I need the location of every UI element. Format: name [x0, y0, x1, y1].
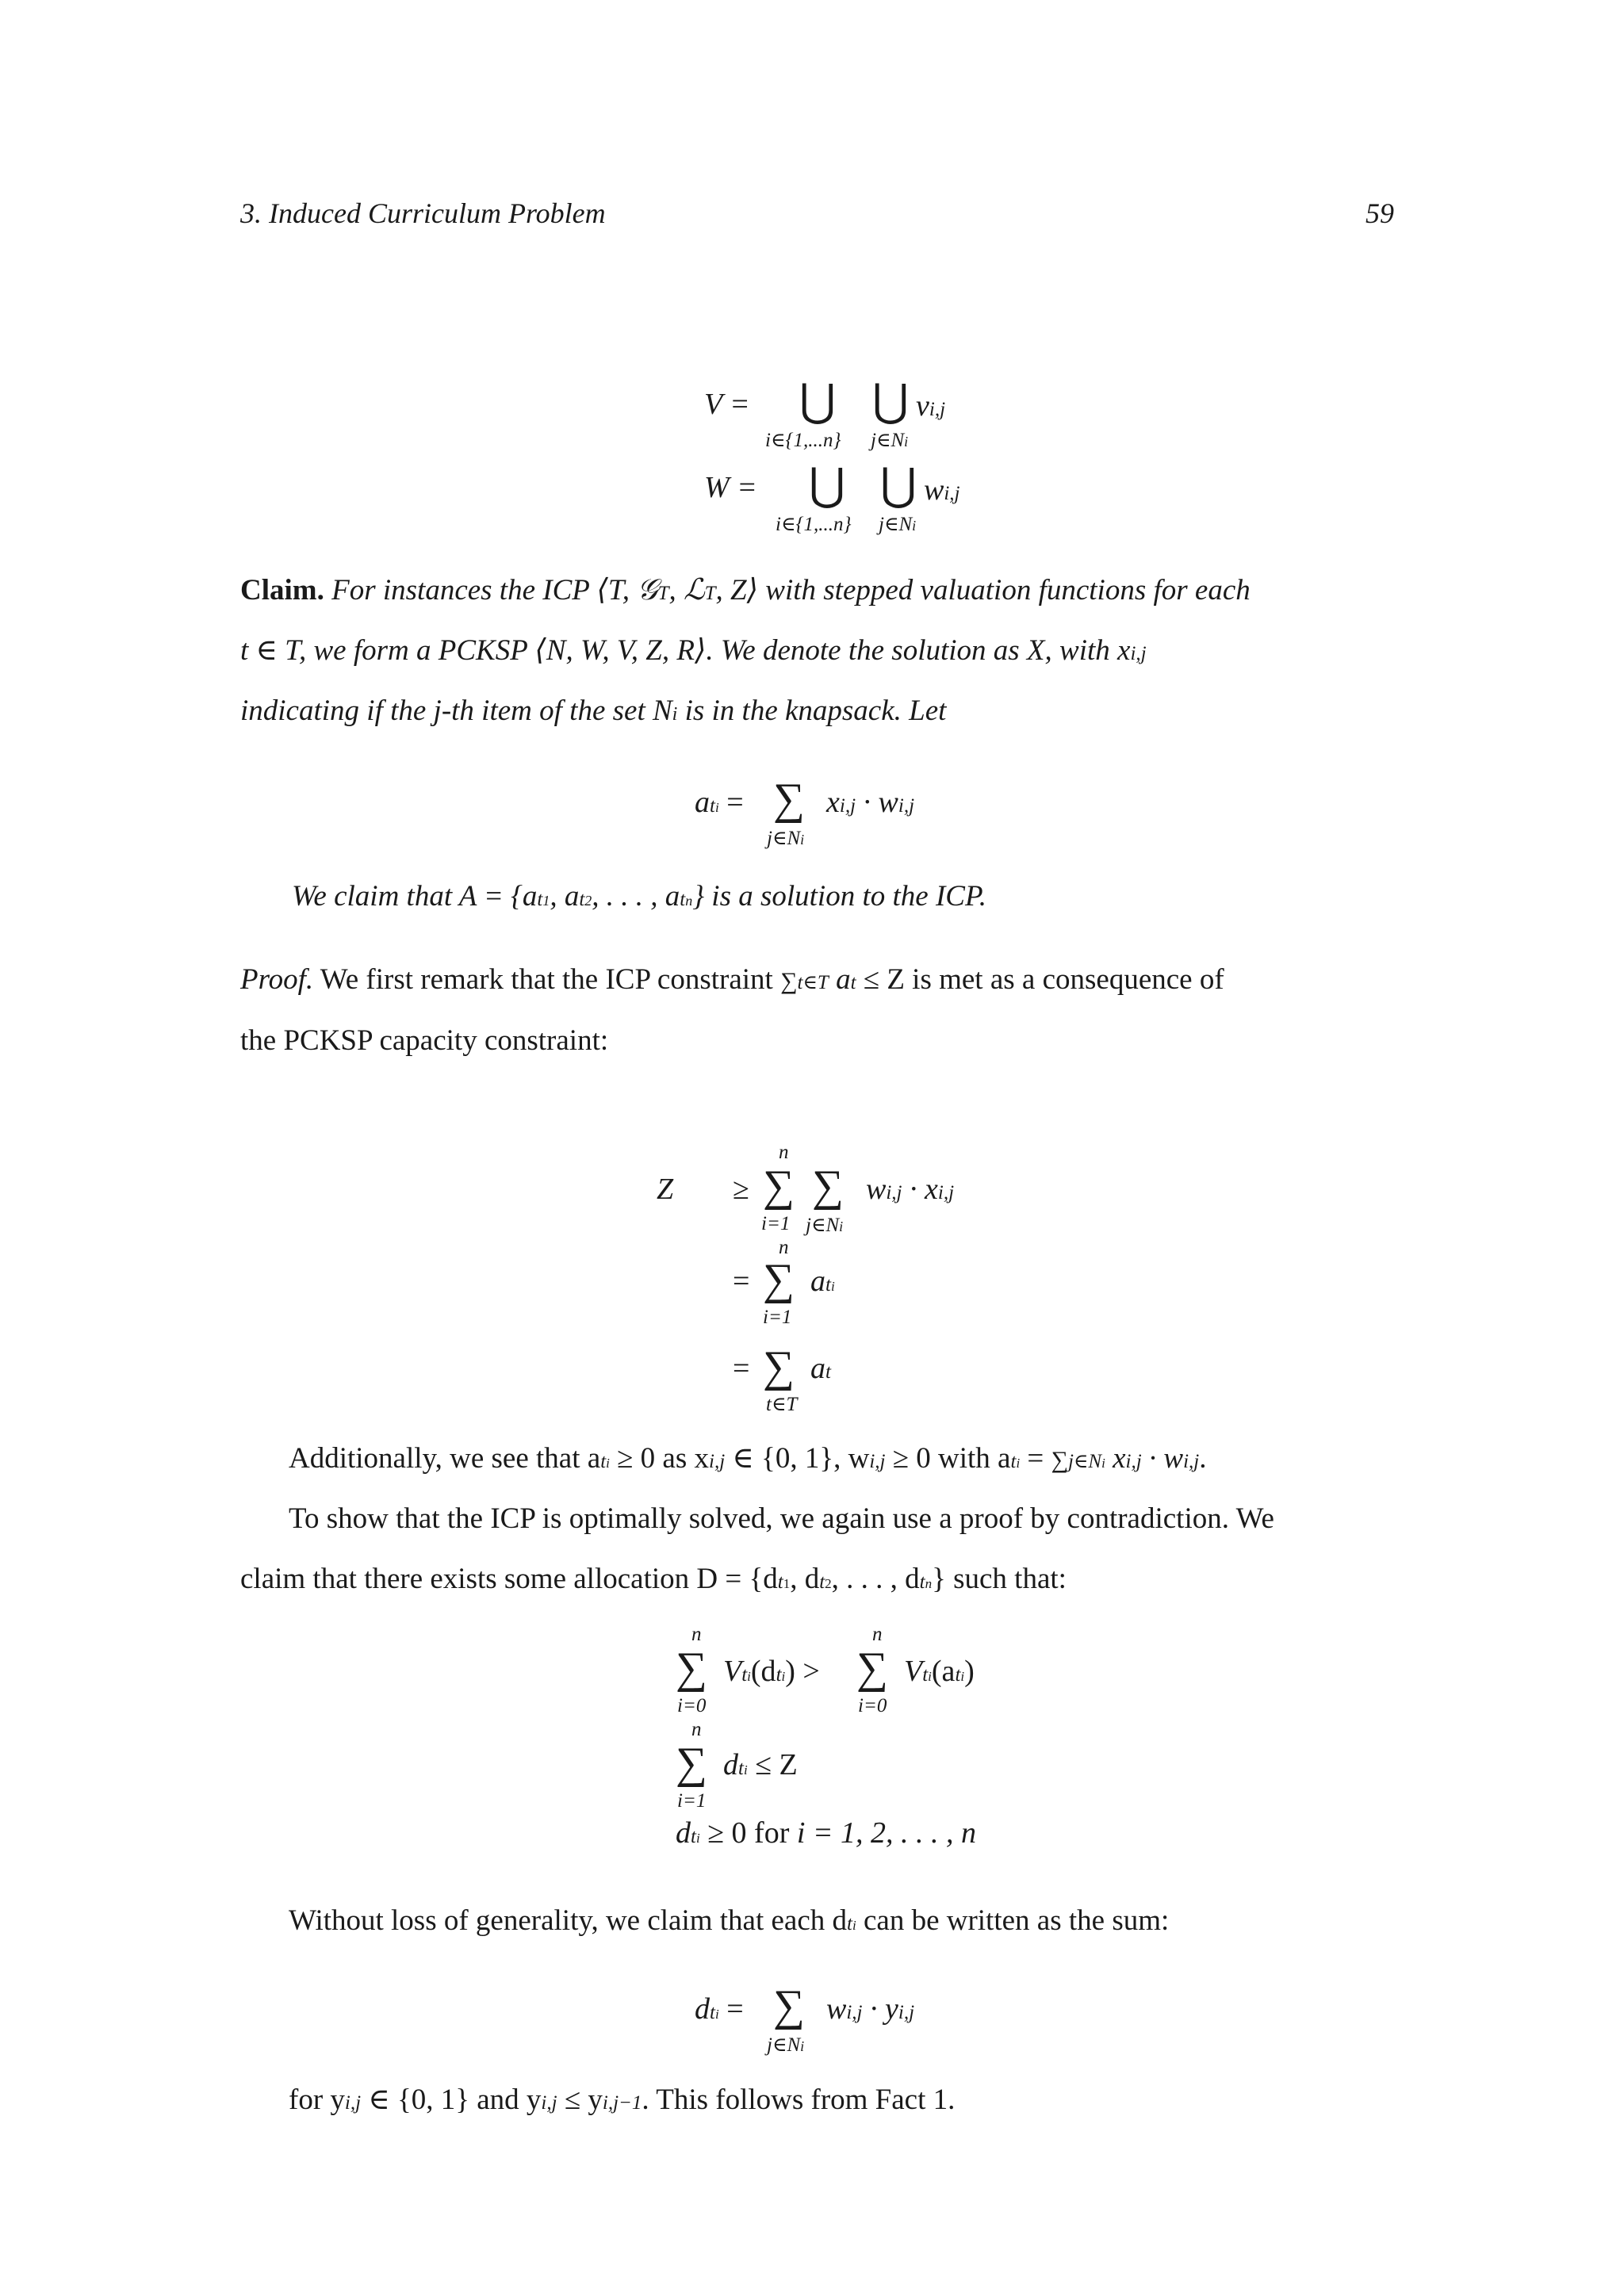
sum-subscript: j∈Ni — [806, 1215, 844, 1236]
sum-subscript: i=0 — [858, 1695, 887, 1716]
eq-z: Z — [657, 1173, 674, 1206]
sum-subscript: t∈T — [766, 1394, 798, 1415]
sum-symbol: ∑ — [773, 775, 805, 824]
eq-row2-term: ati — [810, 1265, 835, 1298]
page-number: 59 — [1365, 197, 1394, 229]
para-to-show-line-1: To show that the ICP is optimally solved, we again use a proof by contradiction. We — [289, 1502, 1274, 1535]
eq-v-lhs: V = — [704, 388, 750, 421]
eq-system-row-2: dti ≤ Z — [723, 1748, 798, 1781]
eq-row1-term: wi,j · xi,j — [866, 1173, 955, 1206]
eq-v-term: vi,j — [916, 389, 946, 423]
sum-subscript: i=1 — [763, 1307, 792, 1328]
sum-top: n — [872, 1624, 883, 1645]
eq-rel: = — [733, 1352, 750, 1385]
sum-symbol: ∑ — [856, 1644, 888, 1693]
sum-symbol: ∑ — [676, 1644, 707, 1693]
running-header: 3. Induced Curriculum Problem — [240, 197, 606, 229]
sum-symbol: ∑ — [763, 1161, 795, 1211]
eq-w-term: wi,j — [924, 473, 960, 507]
sum-top: n — [779, 1142, 789, 1163]
sum-top: n — [691, 1624, 702, 1645]
eq-system-row-3: dti ≥ 0 for i = 1, 2, . . . , n — [676, 1816, 977, 1850]
eq-system-row-1-rhs: Vti(ati) — [904, 1655, 975, 1688]
sum-subscript: i=1 — [677, 1790, 707, 1812]
eq-d-lhs: dti = — [695, 1992, 744, 2026]
para-wlog: Without loss of generality, we claim that each dti can be written as the sum: — [289, 1904, 1170, 1937]
proof-line-1: Proof. We first remark that the ICP constraint ∑t∈T at ≤ Z is met as a consequence of — [240, 963, 1224, 996]
union-subscript: j∈Ni — [871, 430, 909, 451]
eq-a-lhs: ati = — [695, 786, 744, 819]
proof-line-2: the PCKSP capacity constraint: — [240, 1024, 609, 1057]
eq-d-rhs: wi,j · yi,j — [826, 1992, 915, 2026]
eq-rel: = — [733, 1265, 750, 1298]
sum-symbol: ∑ — [773, 1981, 805, 2030]
eq-rel: ≥ — [733, 1173, 749, 1206]
sum-subscript: i=0 — [677, 1695, 707, 1716]
union-symbol: ⋃ — [872, 377, 909, 426]
eq-w-lhs: W = — [704, 471, 757, 504]
sum-subscript: i=1 — [761, 1213, 791, 1234]
sum-symbol: ∑ — [812, 1161, 844, 1211]
eq-row3-term: at — [810, 1352, 831, 1385]
sum-symbol: ∑ — [763, 1342, 795, 1391]
para-additionally: Additionally, we see that ati ≥ 0 as xi,j ∈ {0, 1}, wi,j ≥ 0 with ati = ∑j∈Ni xi,j · wi,j. — [289, 1442, 1207, 1475]
claim-line-1: Claim. For instances the ICP ⟨T, 𝒢T, ℒT, Z⟩ with stepped valuation functions for each — [240, 574, 1251, 607]
union-symbol: ⋃ — [880, 461, 917, 510]
union-subscript: i∈{1,...n} — [765, 430, 841, 451]
para-final: for yi,j ∈ {0, 1} and yi,j ≤ yi,j−1. This follows from Fact 1. — [289, 2084, 956, 2116]
para-to-show-line-2: claim that there exists some allocation D = {dt1, dt2, . . . , dtn} such that: — [240, 1563, 1067, 1595]
union-subscript: i∈{1,...n} — [776, 514, 852, 535]
eq-a-rhs: xi,j · wi,j — [826, 786, 915, 819]
claim-conclusion: We claim that A = {at1, at2, . . . , atn} is a solution to the ICP. — [292, 880, 987, 913]
sum-subscript: j∈Ni — [767, 2034, 805, 2056]
sum-subscript: j∈Ni — [767, 828, 805, 849]
sum-top: n — [691, 1719, 702, 1740]
union-symbol: ⋃ — [809, 461, 845, 510]
eq-system-row-1: Vti(dti) > — [723, 1655, 820, 1688]
sum-top: n — [779, 1237, 789, 1258]
sum-symbol: ∑ — [676, 1739, 707, 1788]
claim-line-3: indicating if the j-th item of the set Ni is in the knapsack. Let — [240, 695, 947, 727]
union-subscript: j∈Ni — [879, 514, 917, 535]
union-symbol: ⋃ — [799, 377, 836, 426]
sum-symbol: ∑ — [763, 1255, 795, 1304]
claim-line-2: t ∈ T, we form a PCKSP ⟨N, W, V, Z, R⟩. We denote the solution as X, with xi,j — [240, 634, 1147, 667]
